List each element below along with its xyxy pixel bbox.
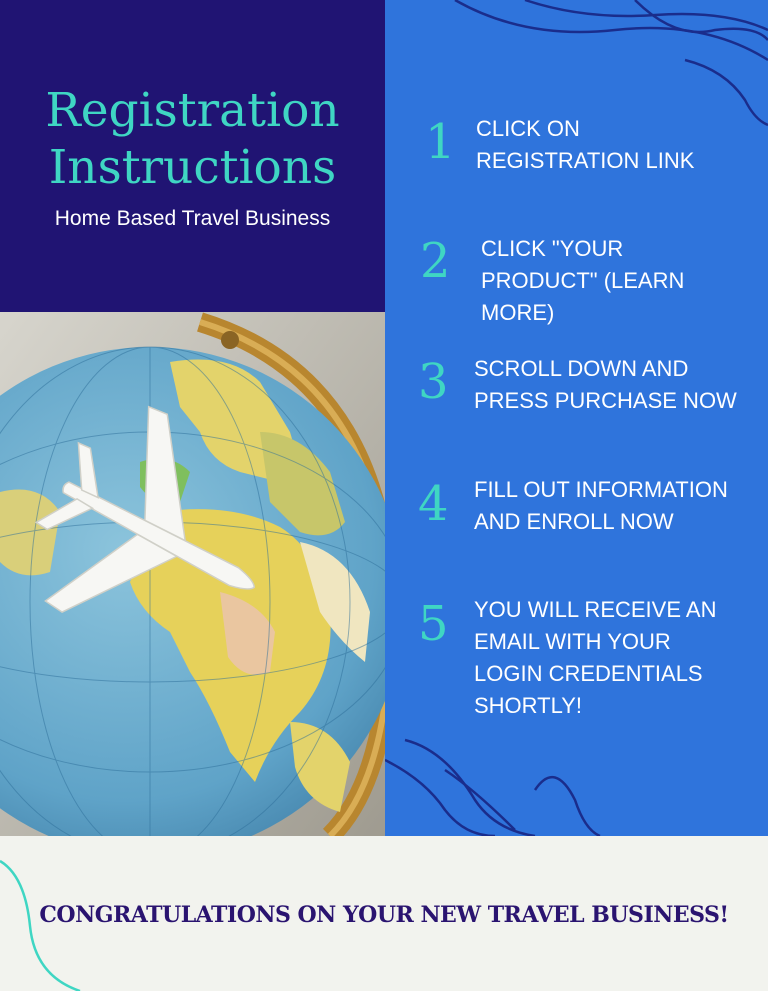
step-line: AND ENROLL NOW (474, 509, 674, 534)
step-line: YOU WILL RECEIVE AN (474, 597, 717, 622)
footer (0, 836, 768, 991)
step-number-5: 5 (418, 596, 449, 652)
step-line: LOGIN CREDENTIALS (474, 661, 703, 686)
step-text-5 (474, 594, 716, 722)
page-subtitle: Home Based Travel Business (54, 207, 331, 230)
step-line: MORE) (481, 300, 555, 325)
step-number-2: 2 (420, 233, 451, 289)
step-text-2 (481, 233, 684, 329)
title-line-1: Registration (45, 83, 340, 138)
step-line: FILL OUT INFORMATION (474, 477, 728, 502)
step-line: EMAIL WITH YOUR (474, 629, 671, 654)
page-title (0, 82, 385, 196)
step-line: SCROLL DOWN AND (474, 356, 689, 381)
step-text-1 (476, 113, 694, 177)
step-number-3: 3 (418, 354, 449, 410)
step-number-1: 1 (425, 114, 456, 170)
step-text-3 (474, 353, 737, 417)
step-line: PRESS PURCHASE NOW (474, 388, 737, 413)
step-line: SHORTLY! (474, 693, 582, 718)
step-text-4 (474, 474, 728, 538)
globe-airplane-icon (0, 312, 385, 836)
globe-airplane-photo (0, 312, 385, 836)
step-line: PRODUCT" (LEARN (481, 268, 685, 293)
step-line: REGISTRATION LINK (476, 148, 695, 173)
step-line: CLICK ON (476, 116, 580, 141)
header-panel (0, 0, 385, 312)
congratulations-message: CONGRATULATIONS ON YOUR NEW TRAVEL BUSINESS! (39, 902, 729, 928)
step-number-4: 4 (418, 476, 449, 532)
title-line-2: Instructions (48, 140, 337, 195)
step-line: CLICK "YOUR (481, 236, 624, 261)
